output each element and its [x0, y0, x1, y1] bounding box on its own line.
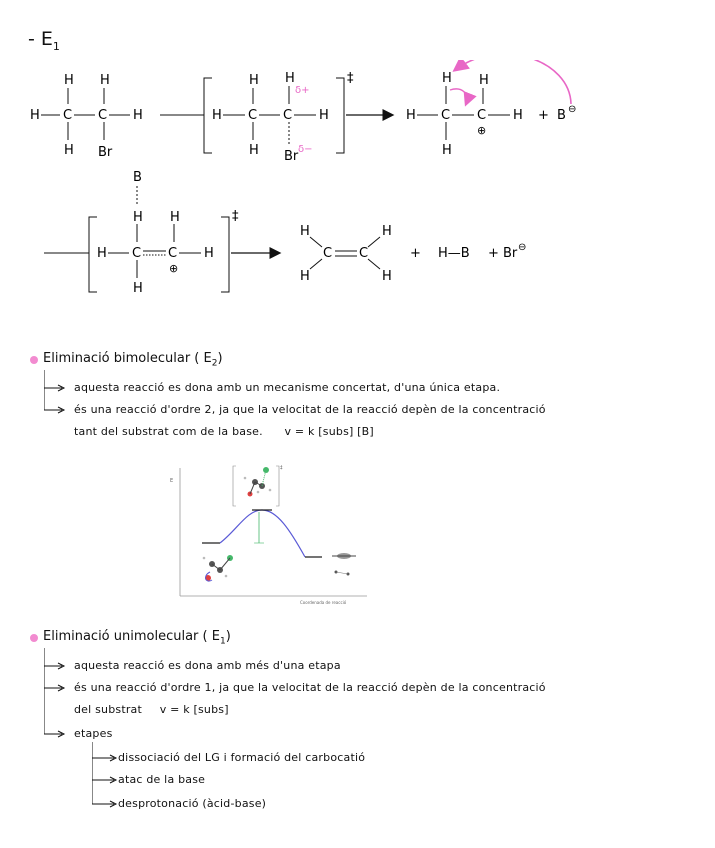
- atom-h: H: [212, 108, 222, 123]
- product-hb: H—B: [438, 246, 470, 261]
- heading-subscript: 1: [219, 636, 226, 647]
- atom-h: H: [285, 71, 295, 86]
- atom-c: C: [283, 108, 293, 123]
- heading-close: ): [225, 629, 231, 644]
- atom-h: H: [479, 73, 489, 88]
- bromoethane-molecule: [30, 73, 143, 160]
- atom-h: H: [442, 71, 452, 86]
- carbocation-molecule: [406, 60, 576, 158]
- heading-text: Eliminació bimolecular ( E: [43, 351, 212, 366]
- product-br: Br: [503, 246, 518, 261]
- atom-h: H: [249, 143, 259, 158]
- reaction-mechanism: [0, 60, 715, 310]
- ethene-molecule: [300, 224, 526, 284]
- transition-state-1: [204, 71, 354, 164]
- heading-subscript: 2: [211, 358, 218, 369]
- atom-h: H: [64, 143, 74, 158]
- transition-state-2: [89, 170, 239, 296]
- atom-br: Br: [98, 145, 113, 160]
- atom-h: H: [100, 73, 110, 88]
- positive-charge: ⊕: [477, 124, 487, 137]
- atom-h: H: [204, 246, 214, 261]
- atom-h: H: [97, 246, 107, 261]
- e2-tree-lines: [44, 370, 74, 420]
- atom-h: H: [249, 73, 259, 88]
- bullet-dot: [30, 634, 38, 642]
- plus-sign: +: [410, 246, 421, 261]
- atom-c: C: [323, 246, 333, 261]
- atom-h: H: [319, 108, 329, 123]
- electron-shift-arrow: [450, 89, 467, 104]
- atom-b: B: [133, 170, 142, 185]
- atom-h: H: [133, 210, 143, 225]
- heading-text: Eliminació unimolecular ( E: [43, 629, 220, 644]
- atom-h: H: [170, 210, 180, 225]
- atom-c: C: [132, 246, 142, 261]
- e2-point-2: és una reacció d'ordre 2, ja que la velocitat de la reacció depèn de la concentració: [74, 403, 546, 416]
- e1-point-2: és una reacció d'ordre 1, ja que la velocitat de la reacció depèn de la concentració: [74, 681, 546, 694]
- delta-plus-label: δ+: [295, 85, 310, 96]
- negative-charge: ⊖: [518, 242, 527, 253]
- continuation-text: del substrat: [74, 703, 143, 716]
- atom-h: H: [300, 269, 310, 284]
- atom-c: C: [477, 108, 487, 123]
- delta-minus-label: δ−: [298, 144, 313, 155]
- atom-h: H: [64, 73, 74, 88]
- e1-step-3: desprotonació (àcid-base): [118, 797, 267, 810]
- ts-mark: ‡: [280, 465, 283, 471]
- e1-point-continuation: [74, 703, 229, 716]
- atom-h: H: [513, 108, 523, 123]
- ts-mark: ‡: [347, 71, 354, 86]
- atom-c: C: [168, 246, 178, 261]
- atom-c: C: [359, 246, 369, 261]
- atom-h: H: [382, 224, 392, 239]
- bullet-dot: [30, 356, 38, 364]
- title-text: - E: [28, 28, 53, 50]
- e1-tree-lines: [44, 648, 74, 738]
- e1-step-1: dissociació del LG i formació del carbocatió: [118, 751, 366, 764]
- plus-sign: +: [538, 108, 549, 123]
- e1-heading: [43, 629, 231, 647]
- atom-h: H: [133, 281, 143, 296]
- plus-sign: +: [488, 246, 499, 261]
- atom-h: H: [382, 269, 392, 284]
- y-axis-label: E: [170, 478, 174, 484]
- x-axis-label: Coordenada de reacció: [300, 600, 347, 605]
- atom-c: C: [248, 108, 258, 123]
- heading-close: ): [217, 351, 223, 366]
- e2-heading: [43, 351, 223, 369]
- rate-law: v = k [subs] [B]: [284, 425, 374, 438]
- rate-law: v = k [subs]: [159, 703, 229, 716]
- e2-point-1: aquesta reacció es dona amb un mecanisme concertat, d'una única etapa.: [74, 381, 501, 394]
- atom-c: C: [63, 108, 73, 123]
- negative-charge: ⊖: [568, 104, 577, 115]
- atom-c: C: [98, 108, 108, 123]
- atom-c: C: [441, 108, 451, 123]
- positive-charge: ⊕: [169, 262, 179, 275]
- atom-h: H: [406, 108, 416, 123]
- e2-point-continuation: [74, 425, 374, 438]
- base-attack-arrow: [455, 60, 571, 104]
- atom-h: H: [300, 224, 310, 239]
- title-subscript: 1: [52, 39, 60, 53]
- e1-point-1: aquesta reacció es dona amb més d'una etapa: [74, 659, 341, 672]
- atom-br: Br: [284, 149, 299, 164]
- e1-steps-label: etapes: [74, 727, 113, 740]
- section-title: [28, 28, 60, 53]
- atom-h: H: [133, 108, 143, 123]
- atom-h: H: [442, 143, 452, 158]
- atom-h: H: [30, 108, 40, 123]
- atom-b: B: [557, 108, 566, 123]
- continuation-text: tant del substrat com de la base.: [74, 425, 263, 438]
- energy-profile-diagram: [162, 460, 376, 608]
- e1-step-2: atac de la base: [118, 773, 206, 786]
- ts-mark: ‡: [232, 209, 239, 224]
